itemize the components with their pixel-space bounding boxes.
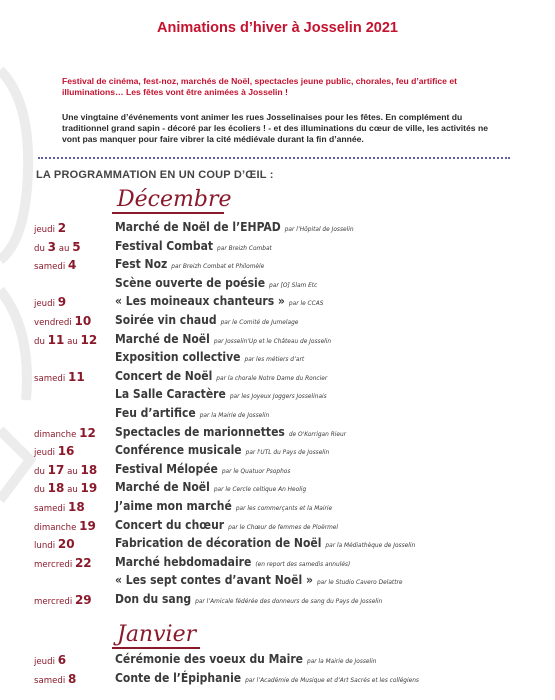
event-row (0, 571, 555, 589)
day-number-end: 19 (80, 481, 98, 496)
day-number-end: 5 (72, 239, 81, 254)
event-description (115, 439, 329, 458)
event-organizer: par le Quatuor Psophos (221, 466, 291, 475)
event-name: Festival Mélopée (115, 461, 218, 476)
event-organizer: par les métiers d’art (244, 355, 305, 364)
event-description (115, 458, 290, 477)
event-name: Marché de Noël de l’EHPAD (115, 220, 281, 234)
event-row (0, 274, 555, 292)
day-number: 29 (74, 593, 92, 607)
event-name: Don du sang (115, 592, 192, 606)
day-label: jeudi (34, 225, 55, 235)
event-date (34, 672, 76, 686)
event-description (115, 383, 327, 402)
day-label: samedi (34, 676, 66, 686)
day-number: 4 (67, 258, 77, 273)
day-number: 11 (47, 332, 65, 347)
event-date (34, 537, 75, 551)
day-number: 6 (57, 653, 67, 667)
day-label: du (34, 243, 45, 254)
event-name: J’aime mon marché (115, 499, 232, 513)
event-date (34, 593, 92, 607)
event-row (0, 255, 555, 273)
day-label: vendredi (34, 318, 72, 328)
event-date (34, 258, 76, 272)
event-row (0, 441, 555, 459)
day-range-word: au (67, 466, 78, 477)
event-date (34, 426, 96, 440)
event-name: Exposition collective (115, 350, 241, 365)
event-name: Concert du chœur (115, 517, 225, 532)
event-date (34, 333, 97, 347)
event-organizer: par la Médiathèque de Josselin (325, 541, 416, 550)
month-heading-january: Janvier (117, 622, 197, 647)
event-row (0, 516, 555, 534)
event-organizer: par l’Académie de Musique et d’Art Sacrés et les collégiens (245, 676, 419, 684)
event-name: Scène ouverte de poésie (115, 275, 266, 290)
event-row (0, 590, 555, 608)
day-label: du (34, 336, 45, 347)
day-range-word: au (58, 243, 70, 254)
event-description (115, 346, 304, 365)
event-description (115, 235, 272, 254)
day-label: jeudi (34, 448, 55, 459)
event-row (0, 311, 555, 329)
event-name: Marché de Noël (115, 480, 210, 495)
day-label: samedi (34, 373, 66, 384)
event-row (0, 650, 555, 668)
day-number: 20 (57, 537, 75, 552)
day-label: lundi (34, 541, 56, 552)
event-date (34, 519, 96, 533)
event-organizer: par Breizh Combat et Philomèle (171, 262, 265, 271)
event-name: La Salle Caractère (115, 387, 226, 402)
day-range-word: au (67, 485, 78, 496)
event-row (0, 423, 555, 441)
event-description (115, 253, 264, 272)
day-number: 16 (57, 444, 75, 459)
event-row (0, 367, 555, 385)
event-description (115, 532, 415, 551)
event-date (34, 221, 66, 235)
programme-heading: LA PROGRAMMATION EN UN COUP D’ŒIL : (36, 169, 274, 181)
event-name: Concert de Noël (115, 368, 213, 383)
event-row (0, 497, 555, 515)
event-row (0, 534, 555, 552)
event-organizer: par le Studio Cavero Delattre (316, 578, 403, 587)
event-date (34, 295, 66, 309)
event-date (34, 370, 85, 384)
event-description (115, 495, 332, 514)
event-description (115, 402, 269, 421)
event-row (0, 553, 555, 571)
event-description (115, 272, 317, 291)
event-organizer: (en report des samedis annulés) (255, 559, 351, 568)
day-label: samedi (34, 504, 66, 514)
day-range-word: au (67, 336, 78, 347)
event-row (0, 292, 555, 310)
event-row (0, 330, 555, 348)
event-organizer: par [O] Slam Etc (269, 280, 318, 289)
event-description (115, 365, 327, 384)
day-number-end: 18 (80, 462, 98, 477)
event-description (115, 421, 346, 440)
event-organizer: par la chorale Notre Dame du Roncier (216, 373, 328, 382)
event-organizer: par le CCAS (288, 299, 324, 308)
event-organizer: par Josselin'Up et le Château de Josselin (213, 336, 332, 345)
event-organizer: de O'Korrigan Rieur (288, 429, 347, 438)
event-description (115, 309, 298, 328)
event-organizer: par les commerçants et la Mairie (235, 504, 333, 512)
day-number: 10 (74, 314, 92, 328)
day-number: 19 (79, 518, 96, 533)
day-number: 11 (67, 369, 85, 384)
month-underline (112, 212, 224, 214)
day-number: 3 (47, 239, 56, 254)
day-label: mercredi (34, 559, 73, 570)
event-row (0, 478, 555, 496)
event-description (115, 667, 419, 686)
event-name: Marché de Noël (115, 331, 210, 346)
day-number: 18 (47, 481, 65, 496)
event-date (34, 653, 66, 667)
event-organizer: par l’Hôpital de Josselin (284, 225, 354, 233)
event-row (0, 348, 555, 366)
day-label: dimanche (34, 522, 77, 533)
day-number: 18 (67, 500, 85, 514)
event-description (115, 569, 403, 588)
day-label: jeudi (34, 299, 55, 310)
event-name: Fest Noz (115, 257, 168, 272)
event-description (115, 216, 354, 235)
day-number: 12 (79, 425, 96, 440)
event-description (115, 514, 338, 533)
day-label: du (34, 466, 45, 477)
event-description (115, 328, 331, 347)
event-name: « Les moineaux chanteurs » (115, 294, 285, 309)
event-name: Conte de l’Épiphanie (115, 671, 242, 685)
day-label: dimanche (34, 429, 77, 440)
day-number: 22 (74, 555, 92, 570)
event-row (0, 218, 555, 236)
day-label: samedi (34, 262, 66, 273)
event-date (34, 463, 97, 477)
event-date (34, 500, 85, 514)
event-date (34, 240, 81, 254)
event-organizer: par l’Amicale fédérée des donneurs de sang du Pays de Josselin (195, 597, 383, 605)
day-label: du (34, 485, 45, 496)
event-organizer: par la Mairie de Josselin (307, 657, 377, 665)
day-number: 9 (57, 295, 67, 310)
event-name: Feu d’artifice (115, 406, 196, 420)
event-row (0, 404, 555, 422)
event-description (115, 588, 382, 607)
event-description (115, 290, 323, 309)
event-organizer: par l'UTL du Pays de Josselin (245, 448, 330, 457)
event-name: Spectacles de marionnettes (115, 424, 285, 439)
month-heading-december: Décembre (117, 187, 232, 212)
event-name: Fabrication de décoration de Noël (115, 536, 322, 551)
intro-paragraph: Une vingtaine d’événements vont animer les rues Josselinaises pour les fêtes. En complément du traditionnel grand sapin - décoré par les écoliers ! - et des illuminations du cœur de ville, les activités ne vont pas manquer pour faire vibrer la cité médiévale durant la fin d’année. (62, 112, 488, 144)
event-organizer: par la Mairie de Josselin (199, 411, 270, 419)
event-organizer: par le Cercle celtique An Heolig (213, 485, 307, 494)
event-organizer: par Breizh Combat (217, 243, 272, 252)
day-label: jeudi (34, 657, 55, 667)
event-date (34, 556, 92, 570)
day-number-end: 12 (80, 332, 98, 347)
event-date (34, 481, 97, 495)
event-description (115, 648, 376, 667)
event-description (115, 476, 306, 495)
day-number: 17 (47, 462, 65, 477)
event-date (34, 444, 74, 458)
day-label: mercredi (34, 597, 73, 607)
event-row (0, 237, 555, 255)
event-name: « Les sept contes d’avant Noël » (115, 573, 313, 588)
intro-highlight: Festival de cinéma, fest-noz, marchés de Noël, spectacles jeune public, chorales, feu d’artifice et illuminations… Les fêtes vont être animées à Josselin ! (62, 76, 457, 97)
event-row (0, 669, 555, 687)
dotted-divider (38, 157, 510, 159)
day-number: 8 (67, 672, 77, 686)
event-description (115, 551, 350, 570)
event-name: Cérémonie des voeux du Maire (115, 652, 303, 666)
event-row (0, 385, 555, 403)
day-number: 2 (57, 221, 67, 235)
event-organizer: par le Chœur de femmes de Ploërmel (228, 522, 339, 531)
event-organizer: par le Comité de Jumelage (220, 318, 299, 326)
event-name: Festival Combat (115, 238, 214, 253)
event-date (34, 314, 91, 328)
event-name: Marché hebdomadaire (115, 554, 252, 569)
event-name: Soirée vin chaud (115, 313, 217, 327)
event-organizer: par les Joyeux Joggers Josselinais (229, 392, 327, 401)
event-name: Conférence musicale (115, 443, 242, 458)
page-title: Animations d’hiver à Josselin 2021 (157, 20, 398, 36)
event-row (0, 460, 555, 478)
